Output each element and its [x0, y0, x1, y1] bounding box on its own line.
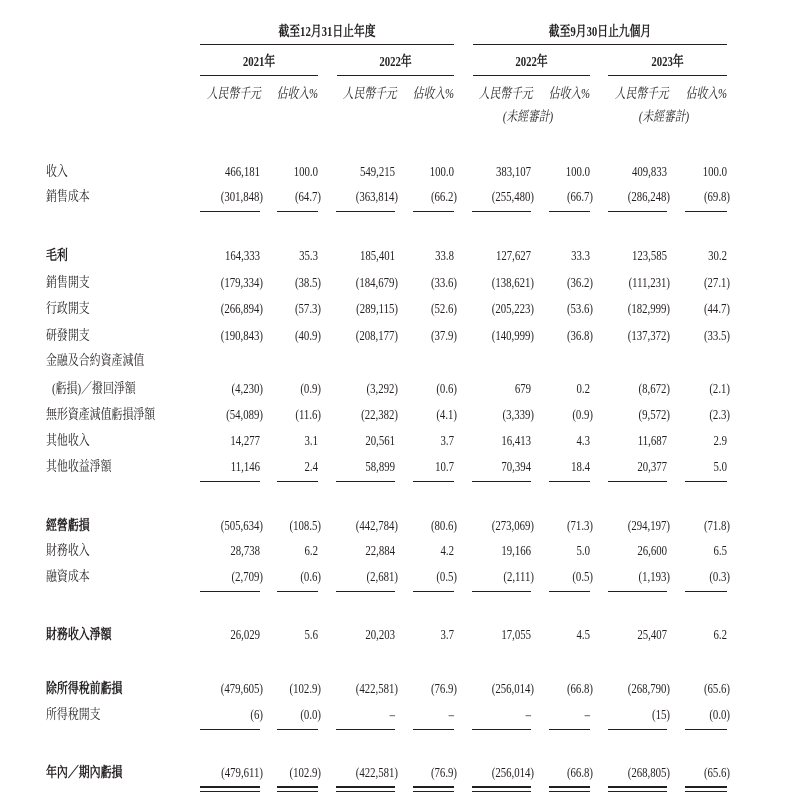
cell-2022-pct: (0.6)	[436, 382, 457, 397]
cell-2021-pct: (102.9)	[289, 766, 321, 781]
table-row	[0, 765, 787, 783]
row-label: 金融及合約資產減值	[46, 354, 145, 369]
row-label: 除所得稅前虧損	[46, 682, 123, 697]
subtotal-underline	[685, 211, 727, 212]
table-row	[0, 248, 787, 266]
cell-2021-rmb: (479,611)	[221, 766, 263, 781]
cell-9m2023-pct: (69.8)	[703, 190, 730, 205]
total-double-underline	[413, 786, 454, 792]
cell-9m2023-pct: (0.3)	[709, 570, 730, 585]
cell-9m2022-pct: 33.3	[571, 249, 590, 264]
cell-9m2022-rmb: 16,413	[501, 434, 531, 449]
cell-2021-rmb: 28,738	[230, 544, 260, 559]
cell-2021-pct: (38.5)	[294, 276, 321, 291]
row-label: 財務收入淨額	[46, 628, 112, 643]
cell-9m2023-rmb: 409,833	[631, 165, 667, 180]
cell-9m2022-rmb: (138,621)	[491, 276, 534, 291]
subtotal-underline	[549, 211, 590, 212]
row-label: 其他收入	[46, 434, 90, 449]
subtotal-underline	[413, 211, 454, 212]
cell-2022-rmb: (289,115)	[356, 302, 398, 317]
cell-2022-rmb: 185,401	[359, 249, 395, 264]
cell-9m2023-pct: (2.1)	[709, 382, 730, 397]
cell-2022-rmb: (184,679)	[355, 276, 398, 291]
cell-2021-rmb: 11,146	[230, 460, 260, 475]
table-row	[0, 627, 787, 645]
cell-9m2022-rmb: (205,223)	[491, 302, 534, 317]
row-label: 研發開支	[46, 329, 90, 344]
cell-9m2023-pct: (71.8)	[703, 519, 730, 534]
unit-header: 人民幣千元	[206, 87, 261, 102]
total-double-underline	[685, 786, 727, 792]
subtotal-underline	[336, 211, 395, 212]
cell-2022-pct: 10.7	[435, 460, 454, 475]
cell-9m2022-pct: (66.7)	[566, 190, 593, 205]
cell-2021-pct: (64.7)	[294, 190, 321, 205]
cell-9m2022-rmb: 70,394	[501, 460, 531, 475]
subtotal-underline	[413, 481, 454, 482]
cell-2022-pct: 33.8	[435, 249, 454, 264]
unit-header: 人民幣千元	[614, 87, 669, 102]
cell-9m2023-rmb: 20,377	[637, 460, 667, 475]
cell-9m2022-pct: 5.0	[576, 544, 590, 559]
subtotal-underline	[685, 729, 727, 730]
cell-2021-rmb: (54,089)	[226, 408, 263, 423]
cell-9m2022-pct: (66.8)	[566, 682, 593, 697]
row-label: 其他收益淨額	[46, 460, 112, 475]
subtotal-underline	[472, 481, 531, 482]
cell-2021-pct: 3.1	[304, 434, 318, 449]
cell-2022-pct: (76.9)	[430, 766, 457, 781]
cell-2022-pct: (76.9)	[430, 682, 457, 697]
table-row	[0, 407, 787, 425]
row-label: 年內／期內虧損	[46, 766, 123, 781]
cell-9m2022-pct: (71.3)	[566, 519, 593, 534]
subtotal-underline	[200, 211, 260, 212]
cell-2022-rmb: 20,203	[365, 628, 395, 643]
cell-9m2023-rmb: 26,600	[637, 544, 667, 559]
cell-2021-pct: (11.6)	[295, 408, 321, 423]
subtotal-underline	[685, 591, 727, 592]
percent-header: 佔收入%	[548, 87, 590, 102]
total-double-underline	[200, 786, 260, 792]
subtotal-underline	[608, 591, 667, 592]
unaudited-note: (未經審計)	[502, 110, 554, 125]
cell-2021-rmb: (2,709)	[231, 570, 263, 585]
table-row	[0, 381, 787, 399]
cell-9m2023-pct: (27.1)	[703, 276, 730, 291]
cell-2021-rmb: (505,634)	[220, 519, 263, 534]
cell-2022-rmb: (442,784)	[355, 519, 398, 534]
year-rule	[473, 75, 590, 76]
cell-9m2023-pct: (0.0)	[709, 708, 730, 723]
cell-9m2022-pct: (66.8)	[566, 766, 593, 781]
cell-9m2022-pct: 100.0	[565, 165, 590, 180]
cell-9m2023-pct: (2.3)	[709, 408, 730, 423]
cell-2022-pct: (33.6)	[430, 276, 457, 291]
cell-9m2022-rmb: 127,627	[495, 249, 531, 264]
subtotal-underline	[549, 481, 590, 482]
cell-2021-pct: 6.2	[304, 544, 318, 559]
cell-2022-rmb: (422,581)	[355, 682, 398, 697]
cell-9m2023-pct: (44.7)	[703, 302, 730, 317]
subtotal-underline	[685, 481, 727, 482]
cell-2022-rmb: 20,561	[365, 434, 395, 449]
cell-2022-rmb: (422,581)	[355, 766, 398, 781]
cell-2021-pct: (40.9)	[294, 329, 321, 344]
subtotal-underline	[413, 591, 454, 592]
cell-9m2022-pct: 0.2	[576, 382, 590, 397]
table-row	[0, 433, 787, 451]
cell-2022-rmb: (2,681)	[366, 570, 398, 585]
cell-2022-rmb: 22,884	[365, 544, 395, 559]
cell-9m2023-pct: (65.6)	[703, 682, 730, 697]
cell-2021-rmb: (479,605)	[220, 682, 263, 697]
cell-2021-pct: 5.6	[304, 628, 318, 643]
cell-9m2022-rmb: 679	[514, 382, 531, 397]
row-label: 所得稅開支	[46, 708, 101, 723]
cell-9m2022-pct: 4.3	[576, 434, 590, 449]
table-row	[0, 707, 787, 725]
cell-2021-rmb: 26,029	[230, 628, 260, 643]
cell-2022-rmb: (208,177)	[355, 329, 398, 344]
cell-2021-rmb: (4,230)	[231, 382, 263, 397]
cell-2022-pct: (4.1)	[436, 408, 457, 423]
cell-9m2023-rmb: (137,372)	[627, 329, 670, 344]
cell-9m2022-rmb: (140,999)	[491, 329, 534, 344]
year-header-2022: 2022年	[379, 55, 412, 70]
cell-2021-rmb: 466,181	[224, 165, 260, 180]
cell-9m2023-rmb: (15)	[652, 708, 670, 723]
cell-9m2023-rmb: 123,585	[631, 249, 667, 264]
period-group-title-nine-months: 截至9月30日止九個月	[548, 25, 652, 40]
group-rule	[200, 44, 454, 45]
cell-9m2022-rmb: (256,014)	[491, 766, 534, 781]
cell-9m2023-rmb: (8,672)	[638, 382, 670, 397]
cell-2021-rmb: (6)	[250, 708, 263, 723]
table-row	[0, 164, 787, 182]
row-label: 毛利	[46, 249, 68, 264]
table-row	[0, 353, 787, 371]
subtotal-underline	[277, 481, 318, 482]
cell-2022-rmb: 549,215	[359, 165, 395, 180]
percent-header: 佔收入%	[685, 87, 727, 102]
cell-9m2023-rmb: (294,197)	[627, 519, 670, 534]
cell-2022-rmb: (22,382)	[361, 408, 398, 423]
subtotal-underline	[277, 729, 318, 730]
cell-2021-pct: 35.3	[299, 249, 318, 264]
cell-9m2023-rmb: (268,790)	[627, 682, 670, 697]
cell-2022-rmb: (363,814)	[355, 190, 398, 205]
year-rule	[200, 75, 318, 76]
table-row	[0, 459, 787, 477]
group-rule	[473, 44, 727, 45]
subtotal-underline	[608, 211, 667, 212]
cell-9m2023-pct: 2.9	[713, 434, 727, 449]
cell-2022-rmb: (3,292)	[366, 382, 398, 397]
cell-2021-rmb: (266,894)	[220, 302, 263, 317]
cell-9m2022-rmb: 19,166	[501, 544, 531, 559]
total-double-underline	[336, 786, 395, 792]
cell-2021-rmb: 164,333	[224, 249, 260, 264]
cell-9m2023-pct: 6.2	[713, 628, 727, 643]
subtotal-underline	[472, 211, 531, 212]
subtotal-underline	[277, 211, 318, 212]
row-label: 行政開支	[46, 302, 90, 317]
cell-9m2023-rmb: (9,572)	[638, 408, 670, 423]
cell-9m2022-rmb: (3,339)	[502, 408, 534, 423]
cell-2022-pct: 3.7	[440, 434, 454, 449]
cell-9m2023-pct: 6.5	[713, 544, 727, 559]
cell-9m2022-pct: (36.2)	[566, 276, 593, 291]
total-double-underline	[472, 786, 531, 792]
cell-2021-pct: (102.9)	[289, 682, 321, 697]
subtotal-underline	[336, 591, 395, 592]
cell-2021-rmb: (190,843)	[220, 329, 263, 344]
row-label: 收入	[46, 165, 68, 180]
unaudited-note: (未經審計)	[638, 110, 690, 125]
table-row	[0, 189, 787, 207]
table-row	[0, 328, 787, 346]
period-group-title-annual: 截至12月31日止年度	[278, 25, 376, 40]
cell-2021-pct: (0.6)	[300, 570, 321, 585]
cell-2022-rmb: –	[389, 708, 395, 723]
cell-2022-pct: (37.9)	[430, 329, 457, 344]
cell-2021-pct: (0.9)	[300, 382, 321, 397]
subtotal-underline	[549, 729, 590, 730]
cell-9m2022-pct: (36.8)	[566, 329, 593, 344]
cell-9m2022-rmb: 383,107	[495, 165, 531, 180]
cell-9m2023-pct: (33.5)	[703, 329, 730, 344]
cell-2021-rmb: (301,848)	[220, 190, 263, 205]
cell-9m2022-rmb: –	[525, 708, 531, 723]
subtotal-underline	[608, 481, 667, 482]
total-double-underline	[277, 786, 318, 792]
year-header-9m-2022: 2022年	[515, 55, 548, 70]
table-row	[0, 681, 787, 699]
cell-9m2023-rmb: 11,687	[637, 434, 667, 449]
cell-2021-pct: (57.3)	[294, 302, 321, 317]
cell-9m2022-pct: (0.5)	[572, 570, 593, 585]
cell-2022-pct: 4.2	[440, 544, 454, 559]
cell-2022-rmb: 58,899	[365, 460, 395, 475]
cell-9m2023-rmb: (111,231)	[628, 276, 670, 291]
cell-9m2023-pct: 5.0	[713, 460, 727, 475]
row-label: 融資成本	[46, 570, 90, 585]
cell-9m2022-rmb: 17,055	[501, 628, 531, 643]
cell-2022-pct: (52.6)	[430, 302, 457, 317]
table-row	[0, 518, 787, 536]
year-rule	[608, 75, 727, 76]
cell-9m2023-rmb: (1,193)	[638, 570, 670, 585]
cell-9m2022-pct: (53.6)	[566, 302, 593, 317]
cell-9m2022-pct: (0.9)	[572, 408, 593, 423]
percent-header: 佔收入%	[276, 87, 318, 102]
cell-9m2022-rmb: (273,069)	[491, 519, 534, 534]
row-label: 經營虧損	[46, 519, 90, 534]
cell-9m2022-pct: 4.5	[576, 628, 590, 643]
cell-9m2022-rmb: (255,480)	[491, 190, 534, 205]
cell-2022-pct: 100.0	[429, 165, 454, 180]
unit-header: 人民幣千元	[478, 87, 533, 102]
cell-9m2023-rmb: (182,999)	[627, 302, 670, 317]
subtotal-underline	[336, 481, 395, 482]
cell-9m2023-rmb: (286,248)	[627, 190, 670, 205]
subtotal-underline	[472, 591, 531, 592]
cell-9m2023-pct: 30.2	[708, 249, 727, 264]
table-row	[0, 543, 787, 561]
table-row	[0, 275, 787, 293]
table-row	[0, 301, 787, 319]
cell-2021-rmb: 14,277	[230, 434, 260, 449]
year-header-9m-2023: 2023年	[651, 55, 684, 70]
subtotal-underline	[200, 481, 260, 482]
subtotal-underline	[549, 591, 590, 592]
subtotal-underline	[277, 591, 318, 592]
cell-2022-pct: (80.6)	[430, 519, 457, 534]
cell-2021-pct: (108.5)	[289, 519, 321, 534]
row-label: (虧損)／撥回淨額	[52, 382, 136, 397]
total-double-underline	[608, 786, 667, 792]
subtotal-underline	[200, 729, 260, 730]
cell-2022-pct: 3.7	[440, 628, 454, 643]
year-header-2021: 2021年	[242, 55, 276, 70]
subtotal-underline	[608, 729, 667, 730]
cell-9m2023-pct: (65.6)	[703, 766, 730, 781]
cell-9m2022-rmb: (256,014)	[491, 682, 534, 697]
cell-2021-pct: 2.4	[304, 460, 318, 475]
row-label: 銷售成本	[46, 190, 90, 205]
unit-header: 人民幣千元	[342, 87, 397, 102]
cell-9m2023-pct: 100.0	[702, 165, 727, 180]
cell-2022-pct: (66.2)	[430, 190, 457, 205]
subtotal-underline	[472, 729, 531, 730]
cell-9m2022-rmb: (2,111)	[503, 570, 534, 585]
row-label: 無形資產減值虧損淨額	[46, 408, 156, 423]
cell-9m2022-pct: 18.4	[571, 460, 590, 475]
table-row	[0, 569, 787, 587]
subtotal-underline	[336, 729, 395, 730]
cell-2021-rmb: (179,334)	[220, 276, 263, 291]
cell-2022-pct: (0.5)	[436, 570, 457, 585]
cell-9m2022-pct: –	[584, 708, 590, 723]
cell-2021-pct: 100.0	[293, 165, 318, 180]
total-double-underline	[549, 786, 590, 792]
subtotal-underline	[200, 591, 260, 592]
year-rule	[337, 75, 454, 76]
percent-header: 佔收入%	[412, 87, 454, 102]
cell-2021-pct: (0.0)	[300, 708, 321, 723]
cell-2022-pct: –	[448, 708, 454, 723]
row-label: 財務收入	[46, 544, 90, 559]
cell-9m2023-rmb: 25,407	[637, 628, 667, 643]
subtotal-underline	[413, 729, 454, 730]
row-label: 銷售開支	[46, 276, 90, 291]
cell-9m2023-rmb: (268,805)	[627, 766, 670, 781]
